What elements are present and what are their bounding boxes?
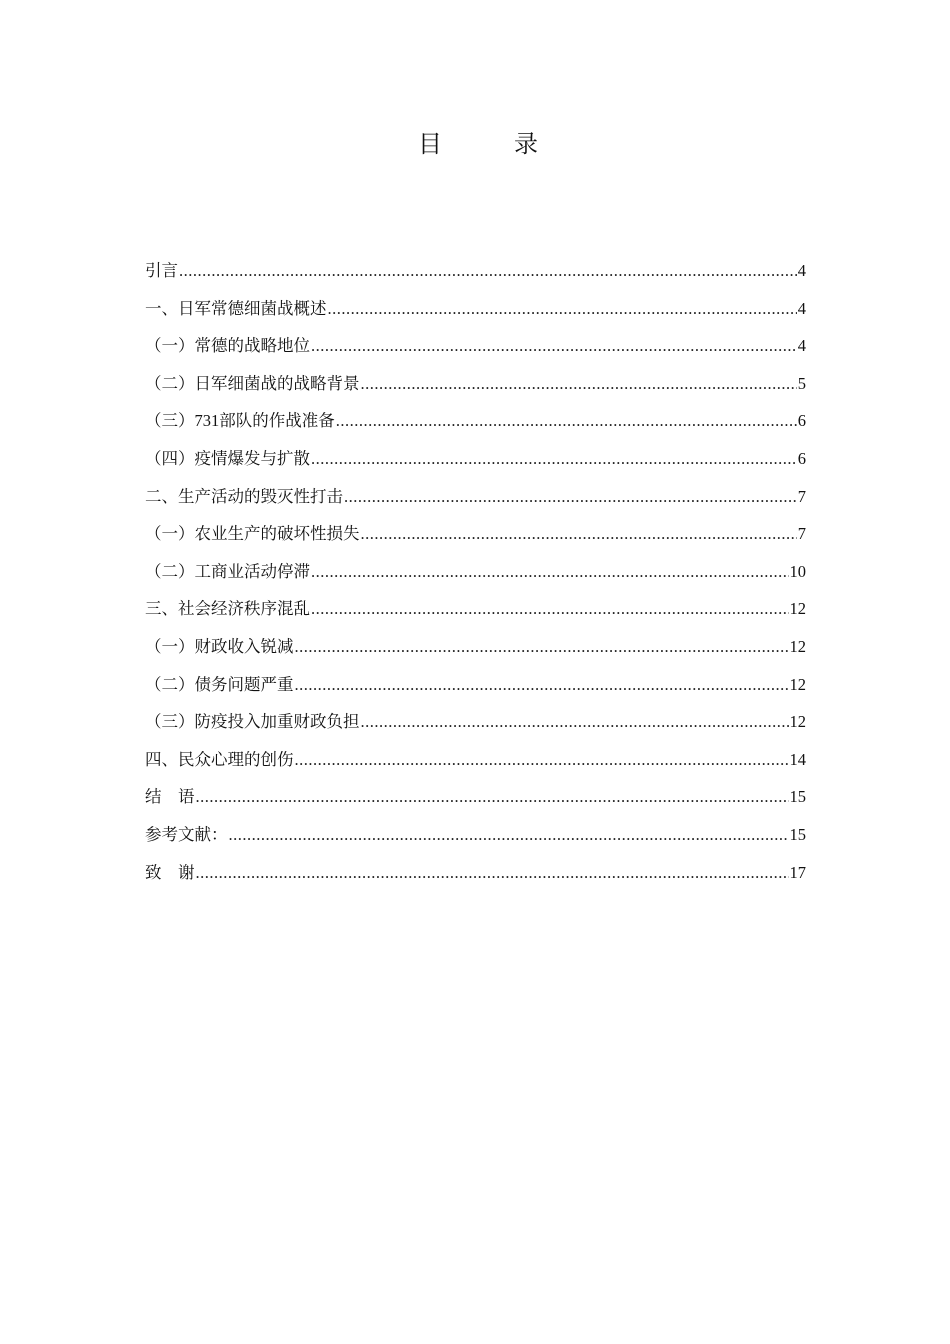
toc-entry-chapter-3[interactable]: [145, 590, 806, 628]
toc-dot-leader: [311, 440, 797, 478]
toc-dot-leader: [336, 402, 797, 440]
toc-dot-leader: [179, 252, 797, 290]
toc-entry-label: （三）防疫投入加重财政负担: [145, 712, 360, 732]
toc-page-number: 6: [797, 411, 806, 431]
toc-entry-section-2-2[interactable]: [145, 553, 806, 591]
toc-page-number: 12: [789, 712, 806, 732]
toc-dot-leader: [361, 703, 789, 741]
toc-page-number: 6: [797, 448, 806, 468]
toc-dot-leader: [295, 628, 789, 666]
toc-page-number: 15: [789, 824, 806, 844]
toc-dot-leader: [344, 478, 797, 516]
toc-entry-section-3-3[interactable]: [145, 703, 806, 741]
toc-entry-label: 四、民众心理的创伤: [145, 749, 294, 769]
toc-entry-label: （三）731部队的作战准备: [145, 411, 335, 431]
toc-entry-label: （一）财政收入锐减: [145, 636, 294, 656]
toc-page-number: 17: [789, 862, 806, 882]
toc-entry-chapter-4[interactable]: [145, 741, 806, 779]
toc-dot-leader: [311, 590, 789, 628]
toc-dot-leader: [361, 515, 797, 553]
toc-entry-section-1-1[interactable]: [145, 327, 806, 365]
toc-entry-label: 二、生产活动的毁灭性打击: [145, 486, 343, 506]
table-of-contents: [145, 252, 806, 891]
toc-dot-leader: [229, 816, 789, 854]
toc-page-number: 4: [797, 336, 806, 356]
toc-entry-label: （二）工商业活动停滞: [145, 561, 310, 581]
toc-entry-section-1-2[interactable]: [145, 365, 806, 403]
toc-entry-references[interactable]: [145, 816, 806, 854]
toc-page-number: 7: [797, 524, 806, 544]
toc-dot-leader: [196, 778, 789, 816]
toc-entry-label: 三、社会经济秩序混乱: [145, 599, 310, 619]
toc-page-number: 7: [797, 486, 806, 506]
toc-entry-label: （一）农业生产的破坏性损失: [145, 524, 360, 544]
toc-entry-section-1-3[interactable]: [145, 402, 806, 440]
toc-entry-acknowledgements[interactable]: [145, 854, 806, 892]
toc-page-number: 15: [789, 787, 806, 807]
toc-page-number: 10: [789, 561, 806, 581]
toc-page-number: 14: [789, 749, 806, 769]
toc-page-number: 12: [789, 674, 806, 694]
toc-entry-chapter-1[interactable]: [145, 290, 806, 328]
toc-dot-leader: [295, 666, 789, 704]
toc-entry-label: 引言: [145, 261, 178, 280]
page-title: 目 录: [418, 130, 562, 158]
toc-dot-leader: [328, 290, 797, 328]
toc-entry-label: 一、日军常德细菌战概述: [145, 298, 327, 318]
toc-dot-leader: [196, 854, 789, 892]
toc-page-number: 12: [789, 599, 806, 619]
toc-dot-leader: [311, 553, 789, 591]
toc-entry-label: 致 谢: [145, 862, 195, 882]
toc-entry-section-3-1[interactable]: [145, 628, 806, 666]
toc-page-number: 4: [797, 261, 806, 280]
toc-dot-leader: [295, 741, 789, 779]
toc-entry-conclusion[interactable]: [145, 778, 806, 816]
toc-entry-section-3-2[interactable]: [145, 666, 806, 704]
toc-entry-label: 参考文献：: [145, 824, 228, 844]
toc-page-number: 4: [797, 298, 806, 318]
toc-entry-section-2-1[interactable]: [145, 515, 806, 553]
toc-dot-leader: [311, 327, 797, 365]
toc-entry-label: 结 语: [145, 787, 195, 807]
toc-dot-leader: [361, 365, 797, 403]
toc-entry-intro[interactable]: [145, 252, 806, 290]
toc-entry-label: （二）债务问题严重: [145, 674, 294, 694]
toc-page-number: 12: [789, 636, 806, 656]
toc-entry-section-1-4[interactable]: [145, 440, 806, 478]
toc-entry-label: （一）常德的战略地位: [145, 336, 310, 356]
toc-entry-label: （二）日军细菌战的战略背景: [145, 373, 360, 393]
toc-page-number: 5: [797, 373, 806, 393]
toc-entry-chapter-2[interactable]: [145, 478, 806, 516]
toc-entry-label: （四）疫情爆发与扩散: [145, 448, 310, 468]
